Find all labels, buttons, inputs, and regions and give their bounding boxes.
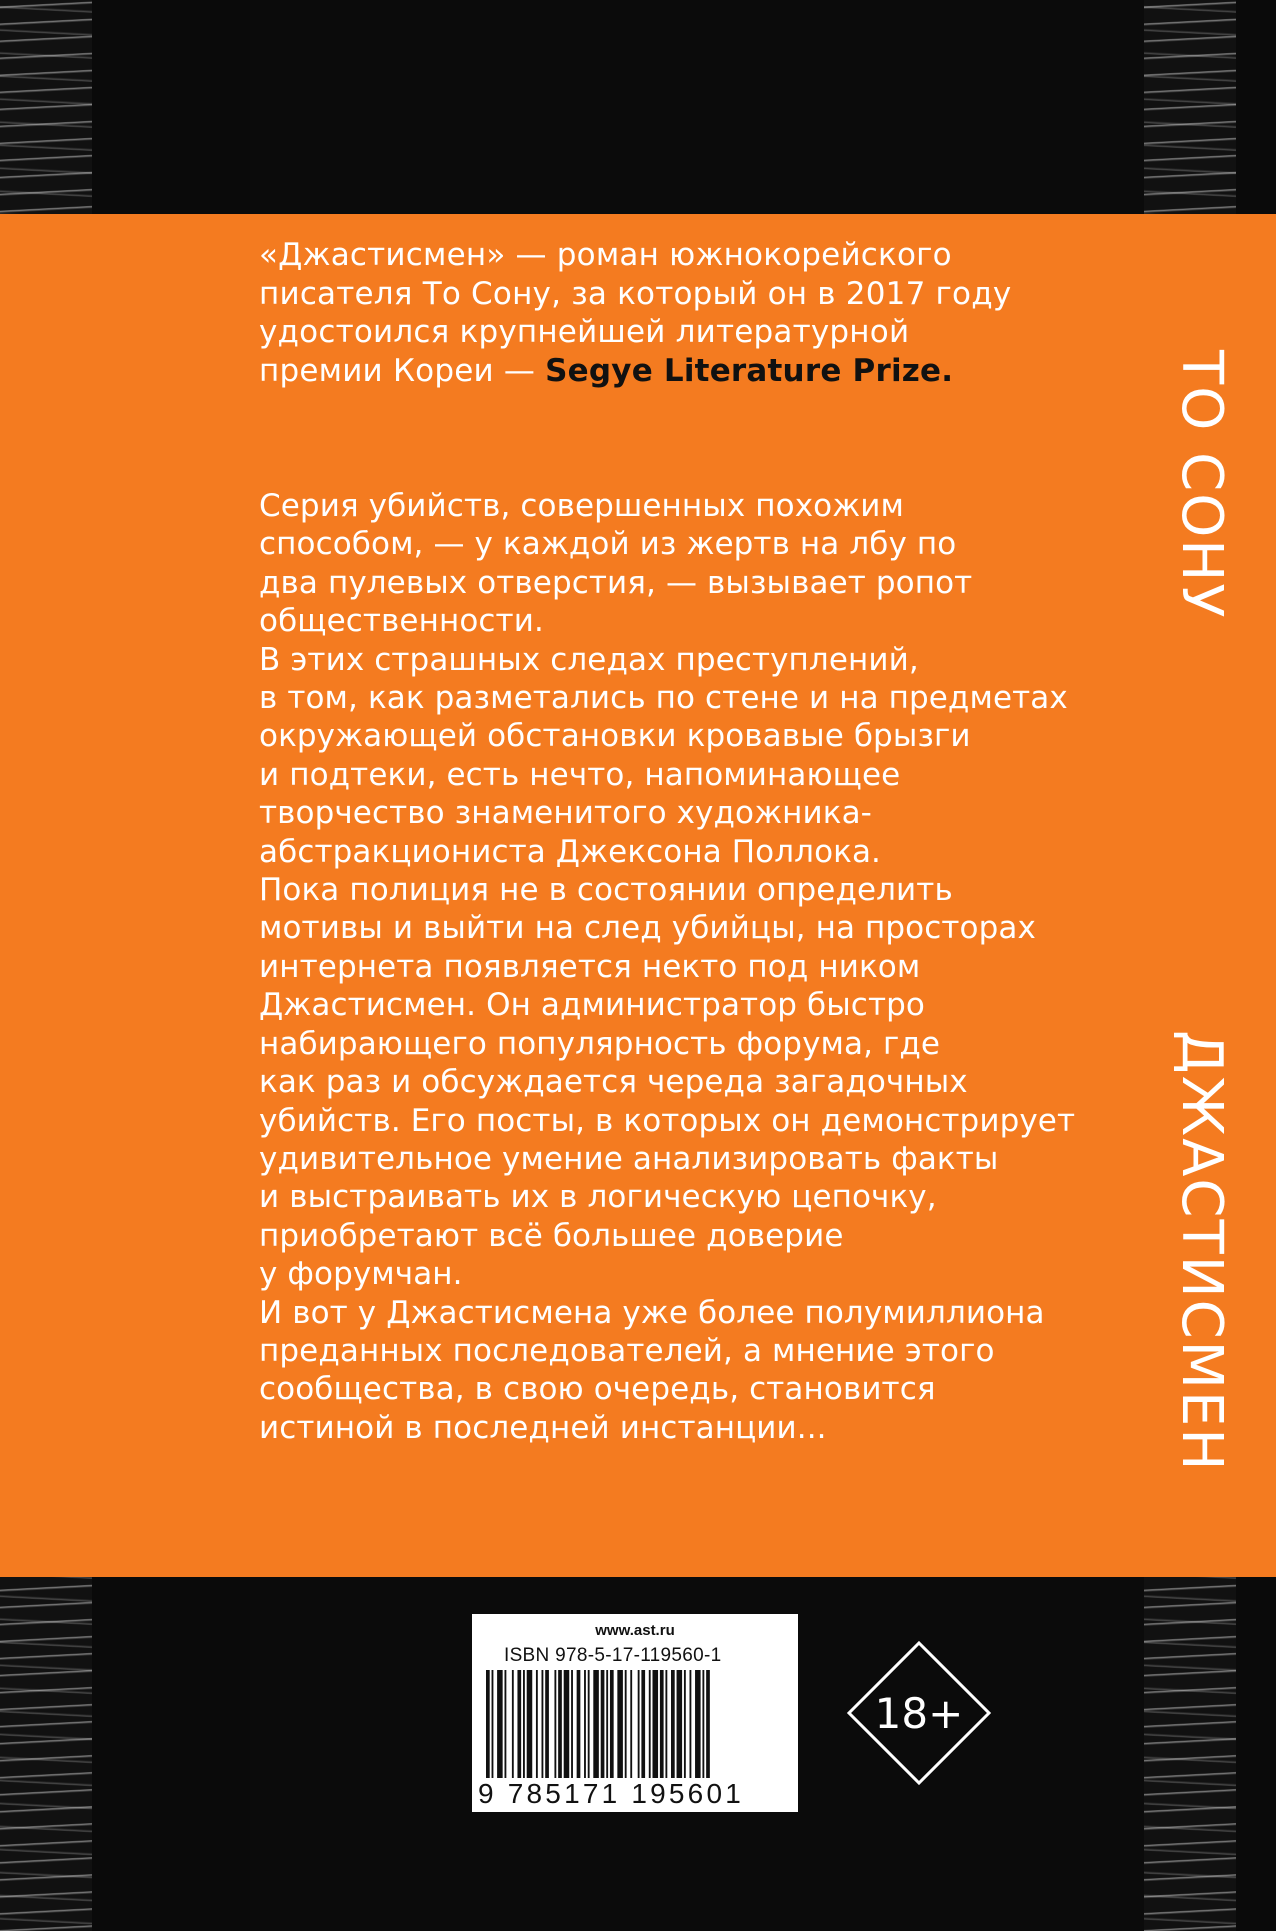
barcode-bar <box>542 1670 544 1778</box>
description-line: истиной в последней инстанции... <box>259 1409 827 1446</box>
barcode-bar <box>649 1670 651 1778</box>
barcode-bar <box>545 1670 549 1778</box>
description-line: Серия убийств, совершенных похожим <box>259 488 904 524</box>
prize-name: Segye Literature Prize. <box>545 352 954 389</box>
description-line: у форумчан. <box>259 1256 463 1293</box>
barcode-bar <box>630 1670 632 1778</box>
barcode-bar <box>554 1670 556 1778</box>
barcode-bar <box>641 1670 645 1778</box>
barcode-bar <box>638 1670 640 1778</box>
barcode-bar <box>625 1670 627 1778</box>
barcode-bar <box>564 1670 570 1778</box>
blurb-line: удостоился крупнейшей литературной <box>259 314 910 350</box>
description-line: Пока полиция не в состоянии определить <box>259 872 953 909</box>
barcode-bar <box>517 1670 521 1778</box>
barcode-bar <box>702 1670 704 1778</box>
description-line: как раз и обсуждается череда загадочных <box>259 1064 968 1101</box>
barcode-bar <box>677 1670 683 1778</box>
barcode-bar <box>593 1670 599 1778</box>
barcode-bar <box>492 1670 494 1778</box>
barcode-bar <box>558 1670 562 1778</box>
description-line: убийств. Его посты, в которых он демонстрирует <box>259 1102 1076 1139</box>
spine-author: ТО СОНУ <box>1169 350 1234 620</box>
description-line: окружающей обстановки кровавые брызги <box>259 718 971 755</box>
barcode-bar <box>706 1670 710 1778</box>
blurb-last-prefix: премии Кореи — <box>259 352 546 389</box>
barcode-bar <box>588 1670 590 1778</box>
barcode-bar <box>617 1670 623 1778</box>
barcode-bar <box>584 1670 586 1778</box>
description-line: приобретают всё большее доверие <box>259 1217 844 1254</box>
description-line: творчество знаменитого художника- <box>259 795 872 832</box>
blurb-line: писателя То Сону, за который он в 2017 году <box>259 275 1012 312</box>
barcode-bar <box>610 1670 614 1778</box>
barcode-bar <box>660 1670 664 1778</box>
barcode-bar <box>665 1670 667 1778</box>
description-line: мотивы и выйти на след убийцы, на просторах <box>259 910 1036 947</box>
description-line: сообщества, в свою очередь, становится <box>259 1371 936 1408</box>
description-line: и выстраивать их в логическую цепочку, <box>259 1179 937 1216</box>
description-line: два пулевых отверстия, — вызывает ропот <box>259 564 973 601</box>
barcode-bar <box>505 1670 507 1778</box>
award-blurb <box>259 236 1059 390</box>
book-description <box>259 487 1079 1447</box>
barcode-bar <box>536 1670 538 1778</box>
barcode-bar <box>690 1670 692 1778</box>
barcode-bar <box>577 1670 581 1778</box>
barcode-bar <box>606 1670 608 1778</box>
barcode-bar <box>486 1670 490 1778</box>
description-line: в том, как разметались по стене и на предметах <box>259 680 1068 717</box>
barcode-bar <box>497 1670 503 1778</box>
barcode-bar <box>601 1670 605 1778</box>
isbn-code: ISBN 978-5-17-119560-1 <box>504 1645 722 1666</box>
description-line: И вот у Джастисмена уже более полумиллиона <box>259 1294 1045 1331</box>
barcode-bar <box>695 1670 701 1778</box>
barcode-bars <box>486 1670 784 1778</box>
isbn-barcode-box <box>472 1614 798 1812</box>
barcode-bar <box>571 1670 573 1778</box>
barcode-bar <box>527 1670 533 1778</box>
description-line: абстракциониста Джексона Поллока. <box>259 833 882 870</box>
barcode-bar <box>653 1670 659 1778</box>
description-line: преданных последователей, а мнение этого <box>259 1332 995 1369</box>
barcode-bar <box>512 1670 514 1778</box>
top-black-band <box>250 0 1144 214</box>
age-rating: 18+ <box>874 1688 964 1738</box>
description-line: способом, — у каждой из жертв на лбу по <box>259 526 957 563</box>
description-line: и подтеки, есть нечто, напоминающее <box>259 756 901 793</box>
barcode-bar <box>523 1670 525 1778</box>
barcode-bar <box>684 1670 686 1778</box>
description-line: интернета появляется некто под ником <box>259 948 921 985</box>
description-line: удивительное умение анализировать факты <box>259 1140 999 1177</box>
description-line: В этих страшных следах преступлений, <box>259 641 919 678</box>
description-line: набирающего популярность форума, где <box>259 1025 941 1062</box>
publisher-url: www.ast.ru <box>595 1622 675 1639</box>
spine-title: ДЖАСТИСМЕН <box>1169 1030 1234 1473</box>
barcode-bar <box>671 1670 675 1778</box>
blurb-line <box>259 352 1059 391</box>
description-line: Джастисмен. Он администратор быстро <box>259 987 925 1024</box>
description-line: общественности. <box>259 603 544 640</box>
barcode-digits: 9 785171 195601 <box>478 1778 744 1809</box>
blurb-line: «Джастисмен» — роман южнокорейского <box>259 237 952 273</box>
